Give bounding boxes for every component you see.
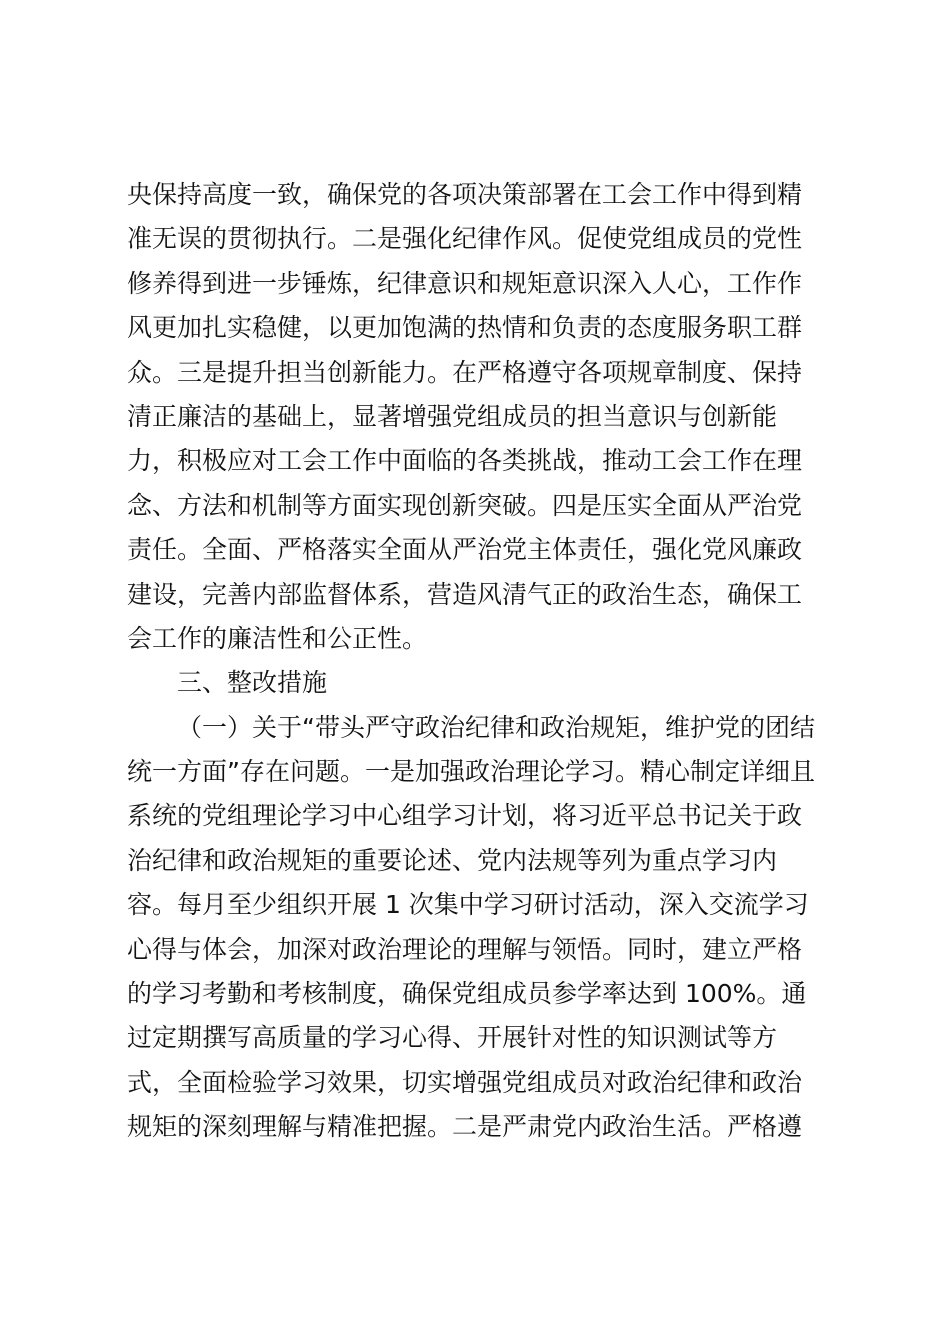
paragraph-1 (127, 173, 832, 661)
text-line: 建设，完善内部监督体系，营造风清气正的政治生态，确保工 (127, 579, 803, 609)
text-line: 治纪律和政治规矩的重要论述、党内法规等列为重点学习内 (127, 845, 778, 875)
text-line: 力，积极应对工会工作中面临的各类挑战，推动工会工作在理 (127, 446, 803, 476)
text-line: 容。每月至少组织开展 1 次集中学习研讨活动，深入交流学习 (127, 890, 809, 920)
text-line: 系统的党组理论学习中心组学习计划，将习近平总书记关于政 (127, 801, 803, 831)
text-line: 念、方法和机制等方面实现创新突破。四是压实全面从严治党 (127, 490, 803, 520)
text-line: 风更加扎实稳健，以更加饱满的热情和负责的态度服务职工群 (127, 313, 803, 343)
text-line: 央保持高度一致，确保党的各项决策部署在工会工作中得到精 (127, 180, 803, 209)
text-line: 的学习考勤和考核制度，确保党组成员参学率达到 100%。通 (127, 979, 807, 1009)
document-body (127, 173, 832, 1150)
text-line: （一）关于“带头严守政治纪律和政治规矩，维护党的团结 (177, 712, 815, 742)
text-line: 准无误的贯彻执行。二是强化纪律作风。促使党组成员的党性 (127, 224, 803, 254)
paragraph-2 (127, 706, 832, 1150)
text-line: 责任。全面、严格落实全面从严治党主体责任，强化党风廉政 (127, 535, 803, 565)
text-line: 过定期撰写高质量的学习心得、开展针对性的知识测试等方 (127, 1023, 778, 1053)
text-line: 规矩的深刻理解与精准把握。二是严肃党内政治生活。严格遵 (127, 1112, 803, 1142)
text-line: 修养得到进一步锤炼，纪律意识和规矩意识深入人心，工作作 (127, 268, 803, 298)
section-heading: 三、整改措施 (177, 668, 328, 698)
text-line: 清正廉洁的基础上，显著增强党组成员的担当意识与创新能 (127, 401, 778, 431)
text-line: 心得与体会，加深对政治理论的理解与领悟。同时，建立严格 (127, 934, 803, 964)
text-line: 式，全面检验学习效果，切实增强党组成员对政治纪律和政治 (127, 1067, 803, 1097)
text-line: 会工作的廉洁性和公正性。 (127, 623, 428, 653)
text-line: 众。三是提升担当创新能力。在严格遵守各项规章制度、保持 (127, 357, 803, 387)
text-line: 统一方面”存在问题。一是加强政治理论学习。精心制定详细且 (127, 757, 815, 787)
